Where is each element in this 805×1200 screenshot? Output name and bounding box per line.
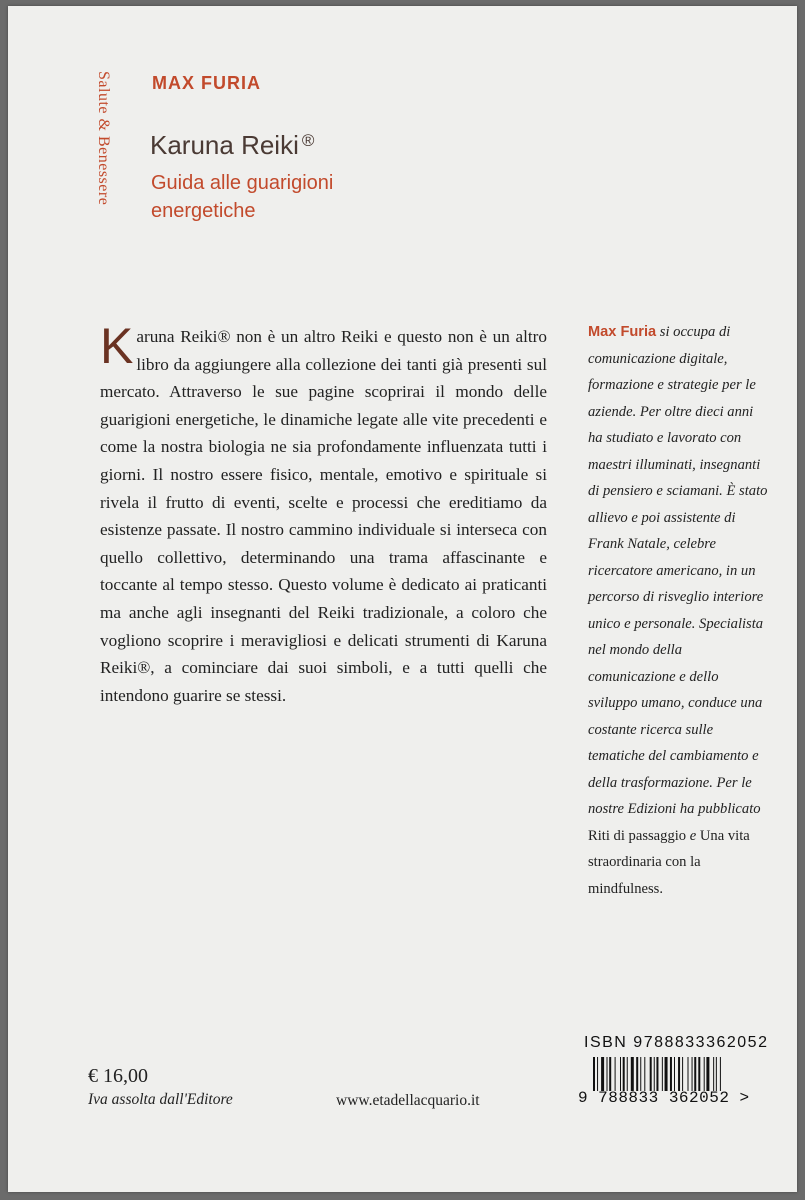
book-title-text: Karuna Reiki bbox=[150, 130, 299, 160]
book-title bbox=[150, 130, 314, 161]
barcode-group-1: 788833 bbox=[598, 1089, 659, 1107]
barcode-digit-first: 9 bbox=[578, 1089, 589, 1107]
drop-cap: K bbox=[100, 318, 134, 374]
barcode-bar bbox=[615, 1057, 616, 1091]
series-label: Salute & Benessere bbox=[95, 71, 112, 206]
bio-author-name: Max Furia bbox=[588, 324, 657, 340]
barcode-digits bbox=[578, 1089, 750, 1107]
barcode-bar bbox=[692, 1057, 693, 1091]
barcode-bar bbox=[631, 1057, 634, 1091]
bio-book-1: Riti di passaggio bbox=[588, 827, 687, 844]
barcode-bar bbox=[620, 1057, 621, 1091]
barcode-bar bbox=[601, 1057, 604, 1091]
blurb-paragraph: aruna Reiki® non è un altro Reiki e questo non è un altro libro da aggiungere alla collezione dei tanti già presenti sul mercato. Attraverso le sue pagine scoprirai il mondo delle guarigioni energetiche, le dinamiche legate alle vite precedenti e come la nostra biologia ne sia profondamente influenzata tutti i giorni. Il nostro essere fisico, mentale, emotivo e spirituale si rivela il frutto di eventi, scelte e processi che ereditiamo da esistenze passate. Il nostro cammino individuale si interseca con quello collettivo, determinando una trama affascinante e toccante al tempo stesso. Questo volume è dedicato ai praticanti ma anche agli insegnanti del Reiki tradizionale, a coloro che vogliono scoprire i meravigliosi e delicati strumenti di Karuna Reiki®, a cominciare dai suoi simboli, e a tutti quelli che intendono guarire se stessi. bbox=[100, 327, 547, 705]
barcode-end: > bbox=[739, 1089, 750, 1107]
barcode-bar bbox=[662, 1057, 663, 1091]
barcode-bar bbox=[698, 1057, 700, 1091]
barcode-bar bbox=[713, 1057, 714, 1091]
author-name: MAX FURIA bbox=[152, 73, 261, 93]
barcode-group-2: 362052 bbox=[668, 1089, 730, 1107]
barcode-bar bbox=[593, 1057, 595, 1091]
bio-book-2: Una vita straordinaria con la mindfulness. bbox=[588, 827, 750, 897]
book-subtitle: Guida alle guarigioni energetiche bbox=[151, 172, 334, 222]
barcode-bar bbox=[627, 1057, 628, 1091]
barcode-bar bbox=[670, 1057, 672, 1091]
isbn-label: ISBN 9788833362052 bbox=[584, 1034, 769, 1051]
barcode-bar bbox=[650, 1057, 652, 1091]
barcode-bar bbox=[640, 1057, 641, 1091]
barcode-bar bbox=[678, 1057, 680, 1091]
barcode-bar bbox=[720, 1057, 721, 1091]
blurb-text bbox=[100, 318, 547, 709]
bio-text-a: si occupa di comunicazione digitale, formazione e strategie per le aziende. Per oltre dieci anni ha studiato e lavorato con maestri illuminati, insegnanti di pensiero e sciamani. È stato allievo e poi assistente di Frank Natale, celebre ricercatore americano, in un percorso di risveglio interiore unico e personale. Specialista nel mondo della comunicazione e dello sviluppo umano, conduce una costante ricerca sulle tematiche del cambiamento e della trasformazione. Per le nostre Edizioni ha pubblicato bbox=[588, 324, 768, 817]
vat-note: Iva assolta dall'Editore bbox=[88, 1091, 233, 1108]
author-bio bbox=[588, 319, 768, 902]
barcode-bar bbox=[704, 1057, 705, 1091]
publisher-website: www.etadellacquario.it bbox=[336, 1092, 480, 1109]
barcode-bar bbox=[716, 1057, 717, 1091]
barcode-bar bbox=[665, 1057, 668, 1091]
barcode-bar bbox=[636, 1057, 638, 1091]
barcode-bar bbox=[623, 1057, 625, 1091]
barcode-bar bbox=[682, 1057, 683, 1091]
barcode bbox=[593, 1057, 763, 1091]
registered-mark: ® bbox=[301, 131, 315, 150]
barcode-bar bbox=[688, 1057, 689, 1091]
barcode-bar bbox=[656, 1057, 658, 1091]
back-cover bbox=[8, 6, 797, 1192]
barcode-bar bbox=[644, 1057, 645, 1091]
barcode-bar bbox=[607, 1057, 608, 1091]
bio-text-b: e bbox=[686, 827, 700, 844]
barcode-bar bbox=[609, 1057, 611, 1091]
barcode-bar bbox=[694, 1057, 696, 1091]
price: € 16,00 bbox=[88, 1065, 148, 1087]
barcode-bar bbox=[674, 1057, 675, 1091]
barcode-bar bbox=[706, 1057, 709, 1091]
barcode-bar bbox=[597, 1057, 598, 1091]
barcode-bar bbox=[654, 1057, 655, 1091]
